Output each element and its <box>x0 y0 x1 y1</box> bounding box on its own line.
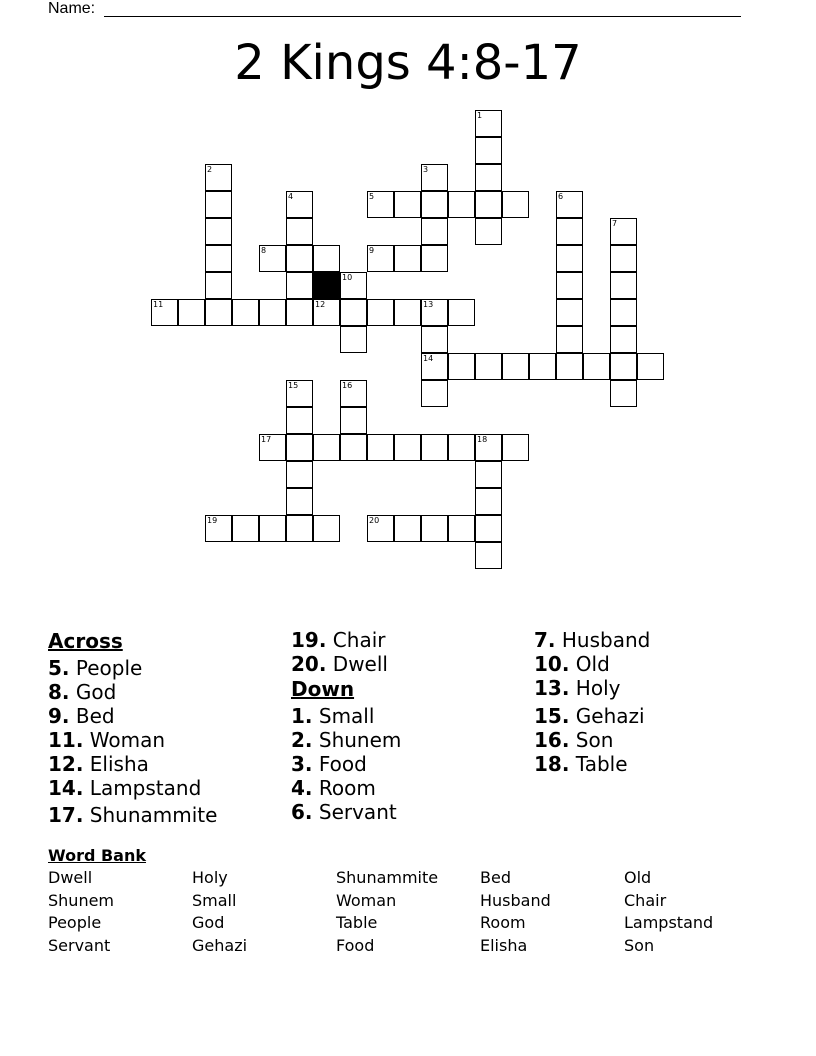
crossword-cell[interactable] <box>340 434 367 461</box>
crossword-cell[interactable] <box>610 245 637 272</box>
word-bank-item: Food <box>336 936 375 956</box>
crossword-cell[interactable] <box>286 461 313 488</box>
word-bank-item: Holy <box>192 868 228 887</box>
crossword-cell[interactable] <box>313 299 340 326</box>
crossword-cell[interactable] <box>205 191 232 218</box>
crossword-cell[interactable] <box>610 353 637 380</box>
crossword-cell[interactable] <box>556 326 583 353</box>
crossword-cell[interactable] <box>421 434 448 461</box>
cell-number: 4 <box>288 192 294 201</box>
cell-number: 18 <box>477 435 488 444</box>
word-bank-item: Bed <box>480 868 511 887</box>
clue-column-1 <box>48 628 288 827</box>
crossword-cell[interactable] <box>583 353 610 380</box>
crossword-cell[interactable] <box>259 515 286 542</box>
down-heading: Down <box>291 677 355 701</box>
word-bank-item: God <box>192 913 225 933</box>
crossword-cell[interactable] <box>313 434 340 461</box>
word-bank-item: Room <box>480 913 526 933</box>
clue-across-17: 17. Shunammite <box>48 803 218 827</box>
word-bank-item: Son <box>624 936 655 956</box>
clue-down-3: 3. Food <box>291 752 367 776</box>
cell-number: 14 <box>423 354 434 363</box>
word-bank-item: Dwell <box>48 868 93 887</box>
crossword-cell[interactable] <box>421 380 448 407</box>
crossword-cell[interactable] <box>394 245 421 272</box>
cell-number: 12 <box>315 300 326 309</box>
cell-number: 1 <box>477 111 483 120</box>
crossword-cell[interactable] <box>475 542 502 569</box>
clue-across-9: 9. Bed <box>48 704 115 728</box>
crossword-cell[interactable] <box>394 191 421 218</box>
crossword-cell[interactable] <box>421 299 448 326</box>
crossword-cell[interactable] <box>421 191 448 218</box>
crossword-cell[interactable] <box>286 434 313 461</box>
crossword-cell[interactable] <box>205 218 232 245</box>
crossword-cell[interactable] <box>475 461 502 488</box>
clue-down-18: 18. Table <box>534 752 628 776</box>
crossword-cell[interactable] <box>556 245 583 272</box>
word-bank-item: Elisha <box>480 936 528 956</box>
crossword-cell[interactable] <box>475 164 502 191</box>
clue-down-1: 1. Small <box>291 704 375 728</box>
clue-down-10: 10. Old <box>534 652 610 676</box>
crossword-cell[interactable] <box>475 434 502 461</box>
clue-across-12: 12. Elisha <box>48 752 149 776</box>
crossword-cell[interactable] <box>286 515 313 542</box>
crossword-cell[interactable] <box>367 434 394 461</box>
crossword-cell[interactable] <box>286 272 313 299</box>
word-bank-item: Small <box>192 890 237 910</box>
cell-number: 8 <box>261 246 267 255</box>
across-heading: Across <box>48 629 123 653</box>
crossword-cell[interactable] <box>178 299 205 326</box>
crossword-cell[interactable] <box>610 218 637 245</box>
crossword-cell[interactable] <box>502 434 529 461</box>
clue-column-2 <box>291 628 531 824</box>
crossword-cell[interactable] <box>610 272 637 299</box>
crossword-cell[interactable] <box>475 218 502 245</box>
crossword-cell[interactable] <box>286 191 313 218</box>
cell-number: 7 <box>612 219 618 228</box>
cell-number: 13 <box>423 300 434 309</box>
crossword-cell[interactable] <box>340 299 367 326</box>
crossword-cell[interactable] <box>448 434 475 461</box>
crossword-cell[interactable] <box>475 191 502 218</box>
crossword-cell[interactable] <box>475 110 502 137</box>
crossword-cell[interactable] <box>286 218 313 245</box>
crossword-cell[interactable] <box>340 326 367 353</box>
crossword-cell[interactable] <box>637 353 664 380</box>
cell-number: 20 <box>369 516 380 525</box>
crossword-cell[interactable] <box>205 299 232 326</box>
crossword-cell[interactable] <box>529 353 556 380</box>
page-title: 2 Kings 4:8-17 <box>234 35 582 91</box>
clue-across-5: 5. People <box>48 656 143 680</box>
crossword-cell[interactable] <box>286 299 313 326</box>
word-bank-item: Shunem <box>48 890 115 910</box>
crossword-cell[interactable] <box>421 218 448 245</box>
crossword-cell[interactable] <box>313 245 340 272</box>
crossword-cell[interactable] <box>232 299 259 326</box>
clue-across-20: 20. Dwell <box>291 652 388 676</box>
crossword-cell[interactable] <box>556 272 583 299</box>
clue-down-7: 7. Husband <box>534 628 651 652</box>
word-bank-item: Table <box>336 913 378 933</box>
crossword-cell[interactable] <box>205 245 232 272</box>
cell-number: 19 <box>207 516 218 525</box>
cell-number: 15 <box>288 381 299 390</box>
word-bank-item: People <box>48 913 102 933</box>
cell-number: 2 <box>207 165 213 174</box>
clue-down-4: 4. Room <box>291 776 376 800</box>
crossword-cell[interactable] <box>340 272 367 299</box>
crossword-cell[interactable] <box>421 164 448 191</box>
clue-across-11: 11. Woman <box>48 728 166 752</box>
clue-across-19: 19. Chair <box>291 628 386 652</box>
crossword-cell[interactable] <box>475 137 502 164</box>
name-label: Name: <box>48 0 96 17</box>
cell-number: 5 <box>369 192 375 201</box>
cell-number: 3 <box>423 165 429 174</box>
crossword-cell[interactable] <box>205 164 232 191</box>
crossword-cell[interactable] <box>610 299 637 326</box>
word-bank-item: Gehazi <box>192 936 248 956</box>
clue-down-6: 6. Servant <box>291 800 397 824</box>
word-bank-item: Servant <box>48 936 111 956</box>
crossword-cell[interactable] <box>394 299 421 326</box>
crossword-cell[interactable] <box>448 353 475 380</box>
clue-down-13: 13. Holy <box>534 676 621 700</box>
crossword-cell[interactable] <box>286 380 313 407</box>
crossword-cell[interactable] <box>610 326 637 353</box>
crossword-cell[interactable] <box>340 407 367 434</box>
clue-down-16: 16. Son <box>534 728 614 752</box>
cell-number: 17 <box>261 435 272 444</box>
crossword-cell[interactable] <box>205 515 232 542</box>
word-bank-item: Chair <box>624 890 667 910</box>
crossword-cell[interactable] <box>556 299 583 326</box>
crossword-cell[interactable] <box>313 515 340 542</box>
crossword-cell[interactable] <box>475 353 502 380</box>
crossword-cell[interactable] <box>286 407 313 434</box>
crossword-cell[interactable] <box>232 515 259 542</box>
crossword-cell[interactable] <box>421 326 448 353</box>
word-bank-item: Lampstand <box>624 913 714 933</box>
crossword-cell[interactable] <box>421 353 448 380</box>
clue-column-3 <box>534 628 774 776</box>
crossword-cell[interactable] <box>502 191 529 218</box>
crossword-cell[interactable] <box>421 245 448 272</box>
crossword-black-square <box>313 272 340 299</box>
crossword-cell[interactable] <box>367 191 394 218</box>
clue-across-8: 8. God <box>48 680 117 704</box>
word-bank-item: Woman <box>336 890 397 910</box>
word-bank <box>48 867 768 958</box>
crossword-cell[interactable] <box>394 515 421 542</box>
crossword-cell[interactable] <box>502 353 529 380</box>
crossword-cell[interactable] <box>448 191 475 218</box>
cell-number: 10 <box>342 273 353 282</box>
crossword-cell[interactable] <box>394 434 421 461</box>
crossword-cell[interactable] <box>421 515 448 542</box>
crossword-cell[interactable] <box>448 299 475 326</box>
crossword-cell[interactable] <box>286 488 313 515</box>
crossword-cell[interactable] <box>556 218 583 245</box>
crossword-cell[interactable] <box>259 299 286 326</box>
crossword-cell[interactable] <box>367 515 394 542</box>
crossword-cell[interactable] <box>259 245 286 272</box>
crossword-cell[interactable] <box>259 434 286 461</box>
word-bank-title: Word Bank <box>48 846 147 865</box>
word-bank-item: Shunammite <box>336 868 439 887</box>
clue-down-15: 15. Gehazi <box>534 704 645 728</box>
crossword-cell[interactable] <box>340 380 367 407</box>
cell-number: 6 <box>558 192 564 201</box>
cell-number: 16 <box>342 381 353 390</box>
crossword-cell[interactable] <box>448 515 475 542</box>
crossword-cell[interactable] <box>556 353 583 380</box>
crossword-cell[interactable] <box>610 380 637 407</box>
crossword-cell[interactable] <box>151 299 178 326</box>
word-bank-item: Old <box>624 868 652 887</box>
crossword-cell[interactable] <box>286 245 313 272</box>
clue-across-14: 14. Lampstand <box>48 776 202 800</box>
crossword-cell[interactable] <box>475 488 502 515</box>
crossword-cell[interactable] <box>367 299 394 326</box>
crossword-cell[interactable] <box>556 191 583 218</box>
crossword-cell[interactable] <box>367 245 394 272</box>
cell-number: 11 <box>153 300 164 309</box>
cell-number: 9 <box>369 246 375 255</box>
word-bank-item: Husband <box>480 890 551 910</box>
crossword-cell[interactable] <box>205 272 232 299</box>
crossword-cell[interactable] <box>475 515 502 542</box>
clue-down-2: 2. Shunem <box>291 728 402 752</box>
